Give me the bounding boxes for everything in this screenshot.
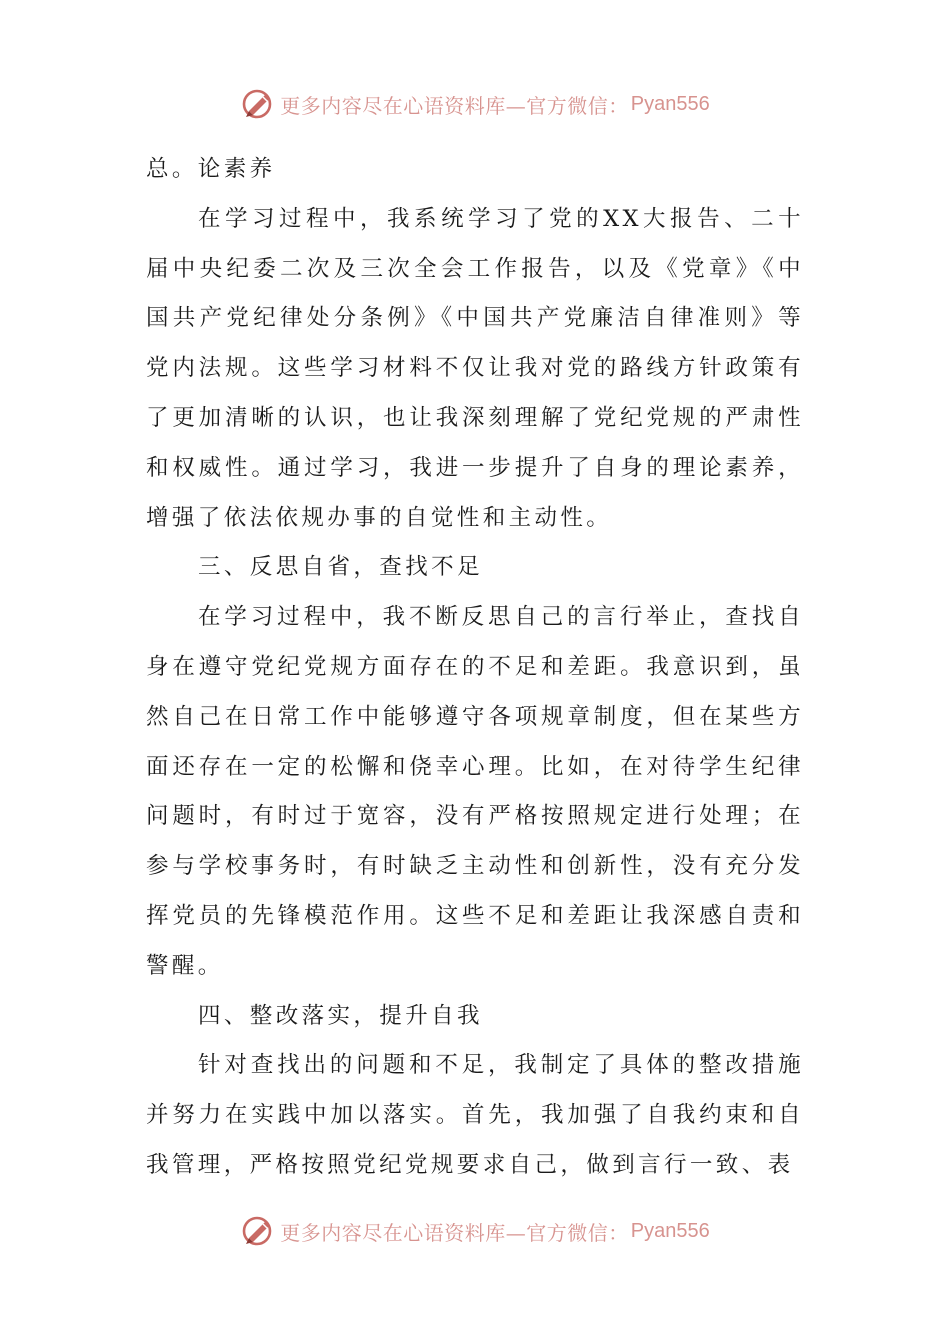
section-heading-reflection: 三、反思自省，查找不足 — [198, 554, 483, 581]
document-body — [146, 145, 804, 1191]
header-watermark — [0, 84, 950, 124]
paragraph-reflection: 在学习过程中，我不断反思自己的言行举止，查找自身在遵守党纪党规方面存在的不足和差距。我意识到，虽然自己在日常工作中能够遵守各项规章制度，但在某些方面还存在一定的松懈和侥幸心理。比如，在对待学生纪律问题时，有时过于宽容，没有严格按照规定进行处理；在参与学校事务时，有时缺乏主动性和创新性，没有充分发挥党员的先锋模范作用。这些不足和差距让我深感自责和警醒。 — [146, 604, 804, 979]
paragraph-study-content — [146, 195, 804, 544]
footer-watermark — [0, 1211, 950, 1251]
paragraph-continuation: 总。论素养 — [146, 156, 276, 182]
watermark-wechat-id: Pyan556 — [630, 1219, 710, 1242]
watermark-text: 更多内容尽在心语资料库—官方微信： — [280, 1220, 629, 1245]
pen-logo-icon — [240, 1213, 276, 1249]
pen-logo-icon — [240, 86, 276, 122]
watermark-wechat-id: Pyan556 — [630, 92, 710, 115]
paragraph-text: 在学习过程中，我系统学习了党的XX大报告、二十届中央纪委二次及三次全会工作报告，以及《党章》《中国共产党纪律处分条例》《中国共产党廉洁自律准则》等党内法规。这些学习材料不仅让我对党的路线方针政策有了更加清晰的认识，也让我深刻理解了党纪党规的严肃性和权威性。通过学习，我进一步提升了自身的理论素养，增强了依法依规办事的自觉性和主动性。 — [146, 205, 804, 531]
watermark-text: 更多内容尽在心语资料库—官方微信： — [280, 93, 629, 118]
section-heading-rectification: 四、整改落实，提升自我 — [198, 1002, 483, 1029]
paragraph-rectification: 针对查找出的问题和不足，我制定了具体的整改措施并努力在实践中加以落实。首先，我加强了自我约束和自我管理，严格按照党纪党规要求自己，做到言行一致、表 — [146, 1052, 804, 1178]
